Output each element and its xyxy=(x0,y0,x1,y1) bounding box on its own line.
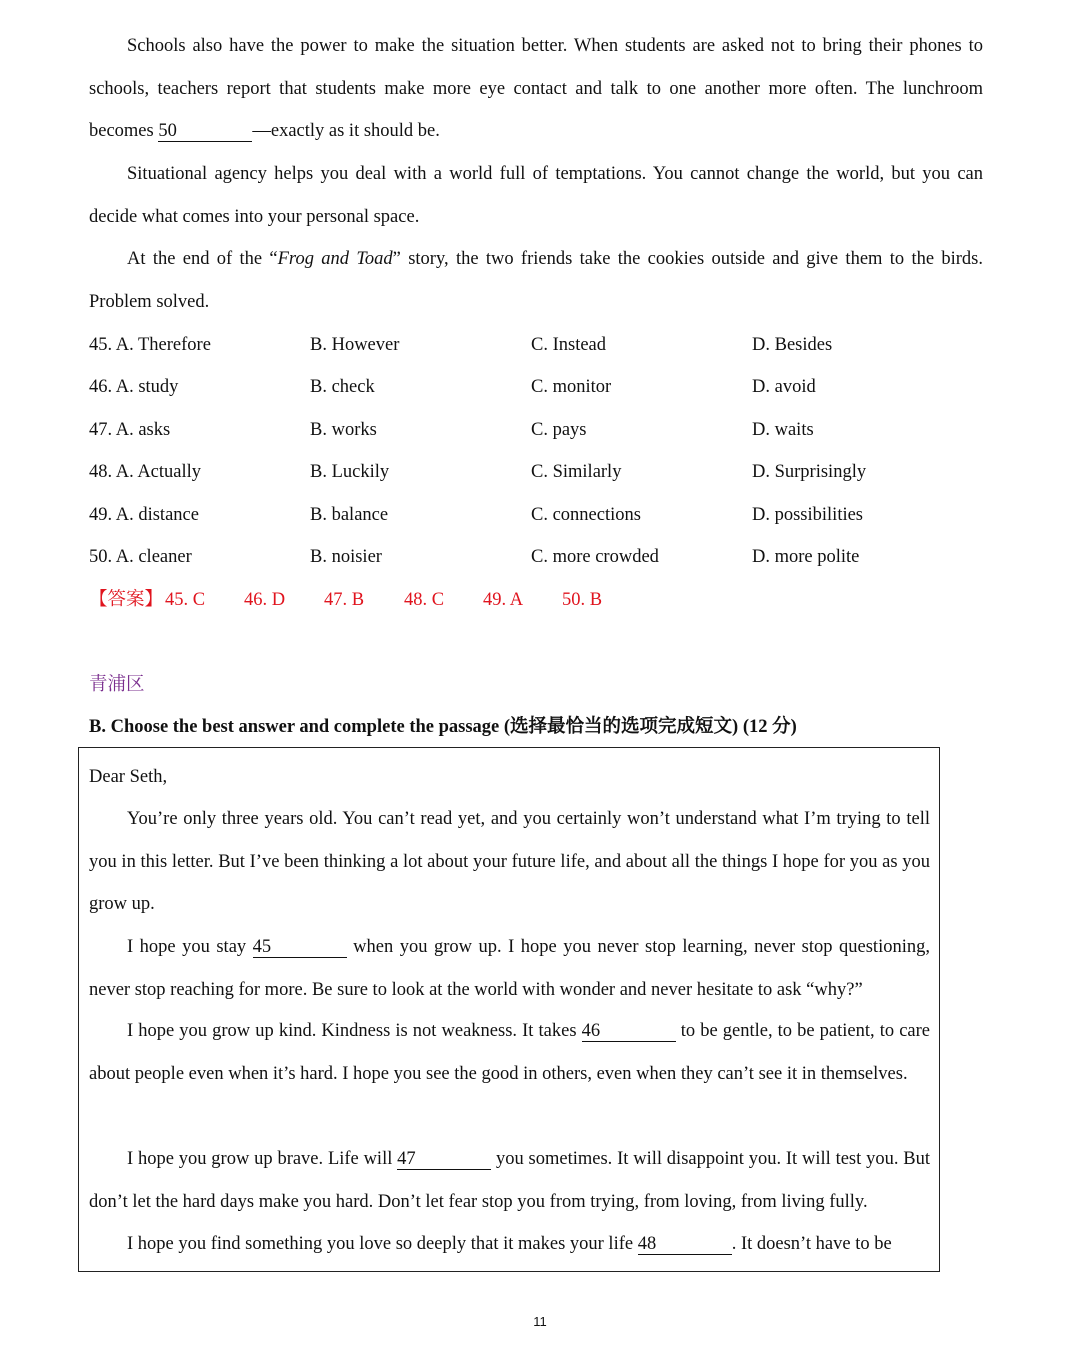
q45-option-b: B. However xyxy=(310,335,400,355)
q48-option-c: C. Similarly xyxy=(531,462,622,482)
q49-option-c: C. connections xyxy=(531,505,641,525)
paragraph-text: I hope you grow up kind. Kindness is not weakness. It takes xyxy=(127,1021,582,1041)
blank-50: 50 xyxy=(158,121,252,142)
answer-50: 50. B xyxy=(562,590,603,610)
paragraph-text-end: when you grow up. I hope you never stop learning, never stop questioning, never stop reaching for more. Be sure to look at the world with wonder and never hesitate to ask “why?” xyxy=(89,937,930,1000)
paragraph-text-end: to be gentle, to be patient, to care about people even when it’s hard. I hope you see the good in others, even when they can’t see it in themselves. xyxy=(89,1021,930,1084)
q48-option-b: B. Luckily xyxy=(310,462,390,482)
answer-48: 48. C xyxy=(404,590,445,610)
passage-paragraph-1 xyxy=(89,25,983,153)
q45-option-a: 45. A. Therefore xyxy=(89,335,211,355)
paragraph-text-end: —exactly as it should be. xyxy=(252,121,440,141)
q46-option-d: D. avoid xyxy=(752,377,816,397)
blank-45: 45 xyxy=(253,937,347,958)
paragraph-text: I hope you find something you love so deeply that it makes your life xyxy=(127,1234,638,1254)
paragraph-text: I hope you grow up brave. Life will xyxy=(127,1149,398,1169)
page-number: 11 xyxy=(533,1314,547,1329)
district-label: 青浦区 xyxy=(89,675,145,695)
q45-option-d: D. Besides xyxy=(752,335,833,355)
q45-option-c: C. Instead xyxy=(531,335,607,355)
letter-paragraph-3 xyxy=(89,1010,930,1095)
letter-paragraph-1: You’re only three years old. You can’t read yet, and you certainly won’t understand what I’m trying to tell you in this letter. But I’ve been thinking a lot about your future life, and about all the things I hope for you as you grow up. xyxy=(89,809,930,914)
blank-46: 46 xyxy=(582,1021,676,1042)
q48-option-a: 48. A. Actually xyxy=(89,462,202,482)
q50-option-b: B. noisier xyxy=(310,547,382,567)
answer-label: 【答案】 xyxy=(89,590,164,610)
q47-option-a: 47. A. asks xyxy=(89,420,171,440)
passage-paragraph-2: Situational agency helps you deal with a world full of temptations. You cannot change the world, but you can decide what comes into your personal space. xyxy=(89,164,983,227)
story-title: Frog and Toad xyxy=(277,249,393,269)
answer-49: 49. A xyxy=(483,590,524,610)
q50-option-d: D. more polite xyxy=(752,547,860,567)
letter-paragraph-4 xyxy=(89,1138,930,1223)
paragraph-text-end: you sometimes. It will disappoint you. It will test you. But don’t let the hard days make you hard. Don’t let fear stop you from trying, from loving, from living fully. xyxy=(89,1149,930,1212)
paragraph-text-end: ” story, the two friends take the cookies outside and give them to the birds. Problem solved. xyxy=(89,249,983,312)
passage-paragraph-3 xyxy=(89,238,983,323)
blank-48: 48 xyxy=(638,1234,732,1255)
paragraph-text: Schools also have the power to make the situation better. When students are asked not to bring their phones to schools, teachers report that students make more eye contact and talk to one another more often. The lunchroom becomes xyxy=(89,36,983,141)
q46-option-b: B. check xyxy=(310,377,375,397)
q46-option-a: 46. A. study xyxy=(89,377,179,397)
q46-option-c: C. monitor xyxy=(531,377,612,397)
answer-46: 46. D xyxy=(244,590,286,610)
q50-option-c: C. more crowded xyxy=(531,547,659,567)
q49-option-d: D. possibilities xyxy=(752,505,864,525)
answer-45: 45. C xyxy=(165,590,206,610)
section-heading: B. Choose the best answer and complete the passage (选择最恰当的选项完成短文) (12 分) xyxy=(89,717,797,737)
q47-option-d: D. waits xyxy=(752,420,814,440)
q48-option-d: D. Surprisingly xyxy=(752,462,867,482)
q49-option-a: 49. A. distance xyxy=(89,505,199,525)
q47-option-b: B. works xyxy=(310,420,377,440)
q47-option-c: C. pays xyxy=(531,420,587,440)
letter-paragraph-2 xyxy=(89,926,930,1011)
blank-47: 47 xyxy=(397,1149,491,1170)
letter-paragraph-5 xyxy=(89,1223,930,1266)
q49-option-b: B. balance xyxy=(310,505,389,525)
letter-greeting: Dear Seth, xyxy=(89,767,168,787)
answer-47: 47. B xyxy=(324,590,365,610)
paragraph-text: At the end of the “ xyxy=(127,249,278,269)
q50-option-a: 50. A. cleaner xyxy=(89,547,192,567)
paragraph-text: I hope you stay xyxy=(127,937,253,957)
paragraph-text-end: . It doesn’t have to be xyxy=(731,1234,892,1254)
